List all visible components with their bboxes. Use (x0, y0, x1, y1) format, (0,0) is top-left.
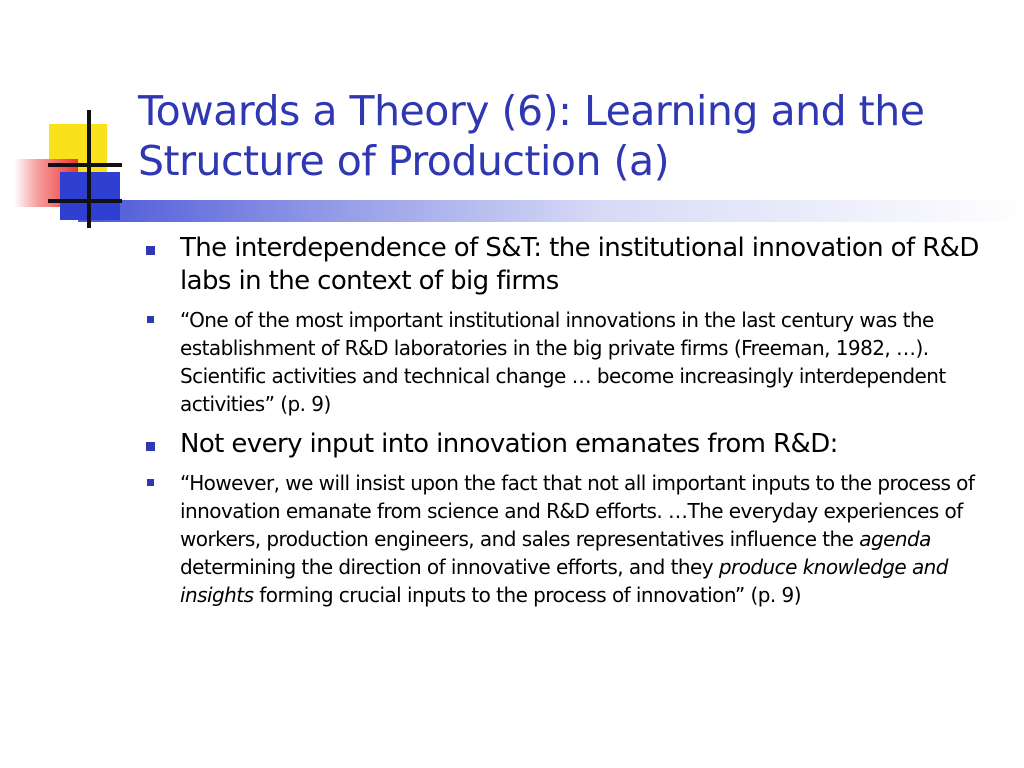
square-bullet-icon (147, 479, 154, 486)
slide-title-line2: Structure of Production (a) (138, 137, 670, 185)
bullet-text-italic-agenda: agenda (859, 527, 931, 551)
bullet-item (140, 232, 1010, 298)
bullet-item (140, 306, 1010, 418)
logo-horizontal-line-bottom (48, 199, 122, 203)
bullet-item (140, 469, 1010, 609)
square-bullet-icon (146, 442, 155, 451)
bullet-text: “One of the most important institutional innovations in the last century was the establishment of R&D laboratories in the big private firms (Freeman, 1982, …). Scientific activities and technical change … become increasingly interdependent activities” (p. 9) (180, 308, 946, 416)
square-bullet-icon (146, 246, 155, 255)
slide-title-line1: Towards a Theory (6): Learning and the (138, 87, 925, 135)
bullet-text-part3: forming crucial inputs to the process of innovation” (p. 9) (253, 583, 801, 607)
logo-vertical-line (87, 110, 91, 228)
bullet-text-part1: “However, we will insist upon the fact that not all important inputs to the process of innovation emanate from science and R&D efforts. …The everyday experiences of workers, production engineers, and sales representatives influence the (180, 471, 975, 551)
bullet-text: The interdependence of S&T: the institutional innovation of R&D labs in the context of big firms (180, 233, 979, 296)
square-bullet-icon (147, 316, 154, 323)
title-underline-gradient (78, 200, 1024, 222)
bullet-item (140, 428, 1010, 461)
slide-title (138, 86, 1008, 186)
bullet-text-part2: determining the direction of innovative efforts, and they (180, 555, 719, 579)
slide-body (140, 232, 1010, 619)
logo-horizontal-line-top (48, 163, 122, 167)
bullet-text-italic-knowledge: produce knowledge and insights (180, 555, 948, 607)
bullet-text: Not every input into innovation emanates from R&D: (180, 429, 838, 459)
